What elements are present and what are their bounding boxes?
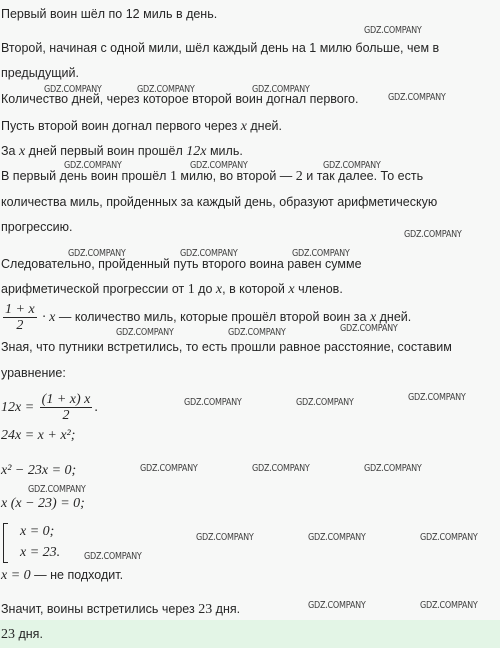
system-root-2: x = 23. (20, 545, 61, 560)
watermark: GDZ.COMPANY (180, 248, 238, 259)
watermark: GDZ.COMPANY (252, 463, 310, 474)
watermark: GDZ.COMPANY (196, 532, 254, 543)
solution-line-9: уравнение: (1, 366, 66, 380)
watermark: GDZ.COMPANY (308, 600, 366, 611)
formula-line: $\frac{1 + x}{2}$ · x — количество миль, которые прошёл второй воин за x дней. (5, 302, 412, 333)
solution-line-1: Пусть второй воин догнал первого через x дней. (1, 119, 282, 134)
sum-fraction: $\frac{1 + x}{2}$ (5, 302, 35, 333)
watermark: GDZ.COMPANY (323, 160, 381, 171)
solution-line-3: В первый день воин прошёл 1 милю, во второй — 2 и так далее. То есть (1, 169, 424, 184)
equation-2: 24x = x + x²; (1, 428, 76, 443)
solution-line-2: За x дней первый воин прошёл 12x миль. (1, 144, 243, 159)
watermark: GDZ.COMPANY (364, 25, 422, 36)
watermark: GDZ.COMPANY (292, 248, 350, 259)
rejected-root: x = 0 — не подходит. (1, 568, 124, 583)
watermark: GDZ.COMPANY (44, 84, 102, 95)
watermark: GDZ.COMPANY (140, 463, 198, 474)
system-root-1: x = 0; (20, 524, 55, 539)
watermark: GDZ.COMPANY (340, 323, 398, 334)
watermark: GDZ.COMPANY (68, 248, 126, 259)
solution-line-8: Зная, что путники встретились, то есть прошли равное расстояние, составим (1, 340, 452, 354)
answer-box (0, 620, 500, 648)
watermark: GDZ.COMPANY (308, 532, 366, 543)
given-line-3: предыдущий. (1, 66, 79, 80)
watermark: GDZ.COMPANY (84, 551, 142, 562)
solution-line-4: количества миль, пройденных за каждый день, образуют арифметическую (1, 195, 438, 209)
given-line-1: Первый воин шёл по 12 миль в день. (1, 7, 218, 21)
solution-line-7: арифметической прогрессии от 1 до x, в которой x членов. (1, 282, 343, 297)
watermark: GDZ.COMPANY (116, 327, 174, 338)
watermark: GDZ.COMPANY (388, 92, 446, 103)
equation-1: 12x = $\frac{(1 + x) x}{2}$ . (1, 392, 98, 423)
watermark: GDZ.COMPANY (408, 392, 466, 403)
watermark: GDZ.COMPANY (190, 160, 248, 171)
watermark: GDZ.COMPANY (184, 397, 242, 408)
solution-line-5: прогрессию. (1, 220, 73, 234)
watermark: GDZ.COMPANY (296, 397, 354, 408)
equation-3: x² − 23x = 0; (1, 463, 77, 478)
watermark: GDZ.COMPANY (137, 84, 195, 95)
system-bracket (3, 523, 8, 563)
watermark: GDZ.COMPANY (228, 327, 286, 338)
watermark: GDZ.COMPANY (420, 600, 478, 611)
question-line: Количество дней, через которое второй воин догнал первого. (1, 92, 359, 106)
answer-text: 23 дня. (1, 627, 43, 642)
watermark: GDZ.COMPANY (64, 160, 122, 171)
watermark: GDZ.COMPANY (404, 229, 462, 240)
solution-line-6: Следовательно, пройденный путь второго воина равен сумме (1, 257, 362, 271)
watermark: GDZ.COMPANY (28, 484, 86, 495)
watermark: GDZ.COMPANY (252, 84, 310, 95)
conclusion-line: Значит, воины встретились через 23 дня. (1, 602, 241, 617)
given-line-2: Второй, начиная с одной мили, шёл каждый день на 1 милю больше, чем в (1, 41, 440, 55)
watermark: GDZ.COMPANY (420, 532, 478, 543)
equation-4: x (x − 23) = 0; (1, 496, 85, 511)
watermark: GDZ.COMPANY (364, 463, 422, 474)
